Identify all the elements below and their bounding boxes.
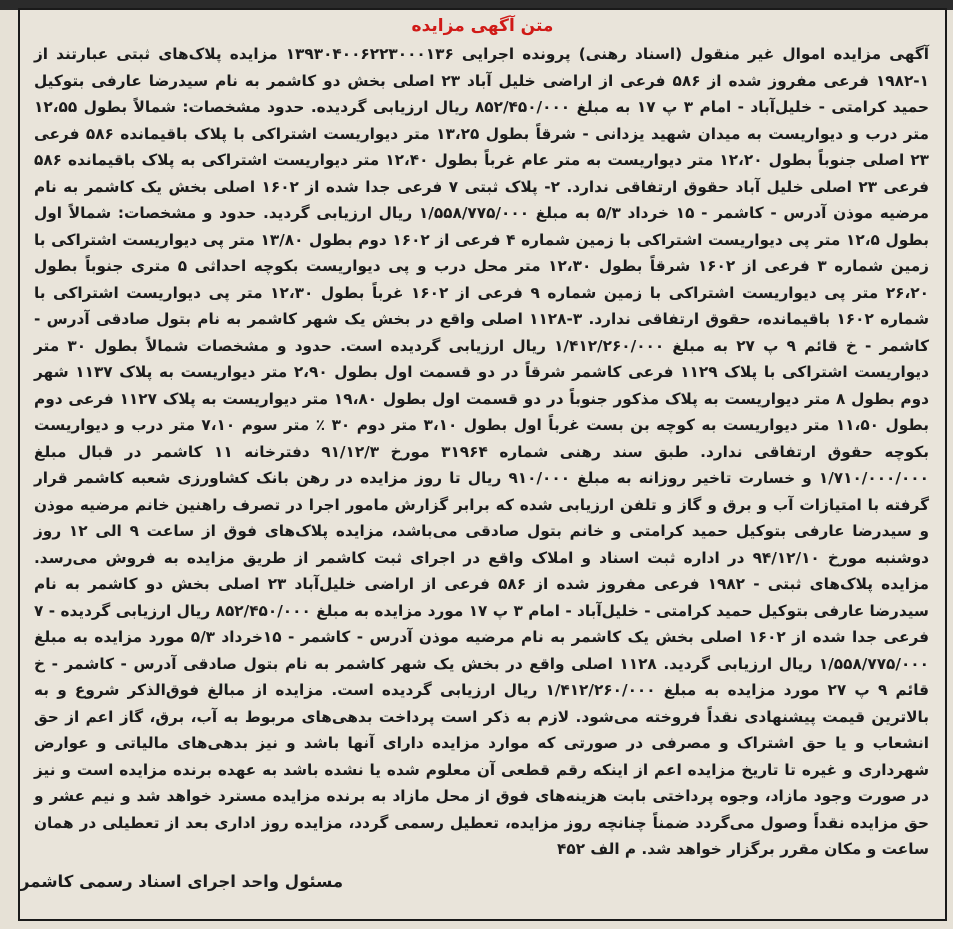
notice-title: متن آگهی مزایده: [411, 16, 554, 36]
notice-signature: مسئول واحد اجرای اسناد رسمی کاشمر: [20, 872, 344, 891]
notice-body-text: آگهی مزایده اموال غیر منقول (اسناد رهنی) پرونده اجرایی ۱۳۹۳۰۴۰۰۶۲۲۳۰۰۰۱۳۶ مزایده پلاک‌های ثبتی عبارتند از ۱-۱۹۸۲ فرعی مفروز شده از ۵۸۶ فرعی از اراضی خلیل آباد ۲۳ اصلی بخش دو کاشمر به نام سیدرضا عارفی بتوکیل حمید کرامتی - خلیل‌آباد - امام ۳ پ ۱۷ به مبلغ ۸۵۲/۴۵۰/۰۰۰ ریال ارزیابی گردیده. حدود مشخصات: شمالاً بطول ۱۲،۵۵ متر درب و دیواریست به میدان شهید یزدانی - شرقاً بطول ۱۳،۲۵ متر دیواریست اشتراکی با پلاک باقیمانده ۵۸۶ فرعی ۲۳ اصلی جنوباً بطول ۱۲،۲۰ متر دیواریست به متر عام غرباً بطول ۱۲،۴۰ متر دیواریست اشتراکی به پلاک باقیمانده ۵۸۶ فرعی ۲۳ اصلی خلیل آباد حقوق ارتفاقی ندارد. ۲- پلاک ثبتی ۷ فرعی جدا شده از ۱۶۰۲ اصلی بخش یک کاشمر به نام مرضیه موذن آدرس - کاشمر - ۱۵ خرداد ۵/۳ به مبلغ ۱/۵۵۸/۷۷۵/۰۰۰ ریال ارزیابی گردید. حدود و مشخصات: شمالاً اول بطول ۱۲،۵ متر پی دیواریست اشتراکی با زمین شماره ۴ فرعی از ۱۶۰۲ دوم بطول ۱۳/۸۰ متر پی دیواریست اشتراکی با زمین شماره ۳ فرعی از ۱۶۰۲ شرقاً بطول ۱۲،۳۰ متر محل درب و پی دیواریست بکوچه احداثی ۵ متری جنوباً بطول ۲۶،۲۰ متر پی دیواریست اشتراکی با زمین شماره ۹ فرعی از ۱۶۰۲ غرباً بطول ۱۲،۳۰ متر پی دیواریست اشتراکی با شماره ۱۶۰۲ باقیمانده، حقوق ارتفاقی ندارد. ۳-۱۱۲۸ اصلی واقع در بخش یک شهر کاشمر به نام بتول صادقی آدرس - کاشمر - خ قائم ۹ پ ۲۷ به مبلغ ۱/۴۱۲/۲۶۰/۰۰۰ ریال ارزیابی گردیده است. حدود و مشخصات شمالاً بطول ۳۰ متر دیواریست اشتراکی با پلاک ۱۱۲۹ فرعی کاشمر شرقاً در دو قسمت اول بطول ۲،۹۰ متر دیواریست به پلاک ۱۱۳۷ شهر دوم بطول ۸ متر دیواریست به پلاک مذکور جنوباً در دو قسمت اول بطول ۱۹،۸۰ متر دیواریست به پلاک ۱۱۲۷ فرعی دوم بطول ۱۱،۵۰ متر دیواریست به کوچه بن بست غرباً اول بطول ۳،۱۰ متر دوم ۳۰ ٪ متر سوم ۷،۱۰ متر درب و دیواریست بکوچه حقوق ارتفاقی ندارد. طبق سند رهنی شماره ۳۱۹۶۴ مورخ ۹۱/۱۲/۳ دفترخانه ۱۱ کاشمر در قبال مبلغ ۱/۷۱۰/۰۰۰/۰۰۰ و خسارت تاخیر روزانه به مبلغ ۹۱۰/۰۰۰ ریال تا روز مزایده در رهن بانک کشاورزی شعبه کاشمر قرار گرفته با امتیازات آب و برق و گاز و تلفن ارزیابی شده که برابر گزارش مامور اجرا در تصرف راهنین خانم مرضیه موذن و سیدرضا عارفی بتوکیل حمید کرامتی و خانم بتول صادقی می‌باشد، مزایده پلاک‌های فوق از ساعت ۹ الی ۱۲ روز دوشنبه مورخ ۹۴/۱۲/۱۰ در اداره ثبت اسناد و املاک واقع در اجرای ثبت کاشمر از طریق مزایده به فروش می‌رسد. مزایده پلاک‌های ثبتی - ۱۹۸۲ فرعی مفروز شده از ۵۸۶ فرعی از اراضی خلیل‌آباد ۲۳ اصلی بخش دو کاشمر به نام سیدرضا عارفی بتوکیل حمید کرامتی - خلیل‌آباد - امام ۳ پ ۱۷ مورد مزایده به مبلغ ۸۵۲/۴۵۰/۰۰۰ ریال ارزیابی گردیده - ۷ فرعی جدا شده از ۱۶۰۲ اصلی بخش یک کاشمر به نام مرضیه موذن آدرس - کاشمر - ۱۵خرداد ۵/۳ مورد مزایده به مبلغ ۱/۵۵۸/۷۷۵/۰۰۰ ریال ارزیابی گردید. ۱۱۲۸ اصلی واقع در بخش یک شهر کاشمر به نام بتول صادقی آدرس - کاشمر - خ قائم ۹ پ ۲۷ مورد مزایده به مبلغ ۱/۴۱۲/۲۶۰/۰۰۰ ریال ارزیابی گردیده است. مزایده از مبالغ فوق‌الذکر شروع و به بالاترین قیمت پیشنهادی نقداً فروخته می‌شود. لازم به ذکر است پرداخت بدهی‌های مربوط به آب، برق، گاز اعم از حق انشعاب و یا حق اشتراک و مصرفی در صورتی که موارد مزایده دارای آنها باشد و نیز بدهی‌های مالیاتی و عوارض شهرداری و غیره تا تاریخ مزایده اعم از اینکه رقم قطعی آن معلوم شده یا نشده باشد به عهده برنده مزایده است و نیز در صورت وجود مازاد، وجوه پرداختی بابت هزینه‌های فوق از محل مازاد به برنده مزایده مسترد خواهد شد و نیم عشر و حق مزایده نقداً وصول می‌گردد ضمناً چنانچه روز مزایده، تعطیل رسمی گردد، مزایده روز اداری بعد از تعطیلی در همان ساعت و مکان مقرر برگزار خواهد شد. م الف ۴۵۲: [34, 45, 930, 858]
auction-notice-box: [18, 8, 947, 921]
